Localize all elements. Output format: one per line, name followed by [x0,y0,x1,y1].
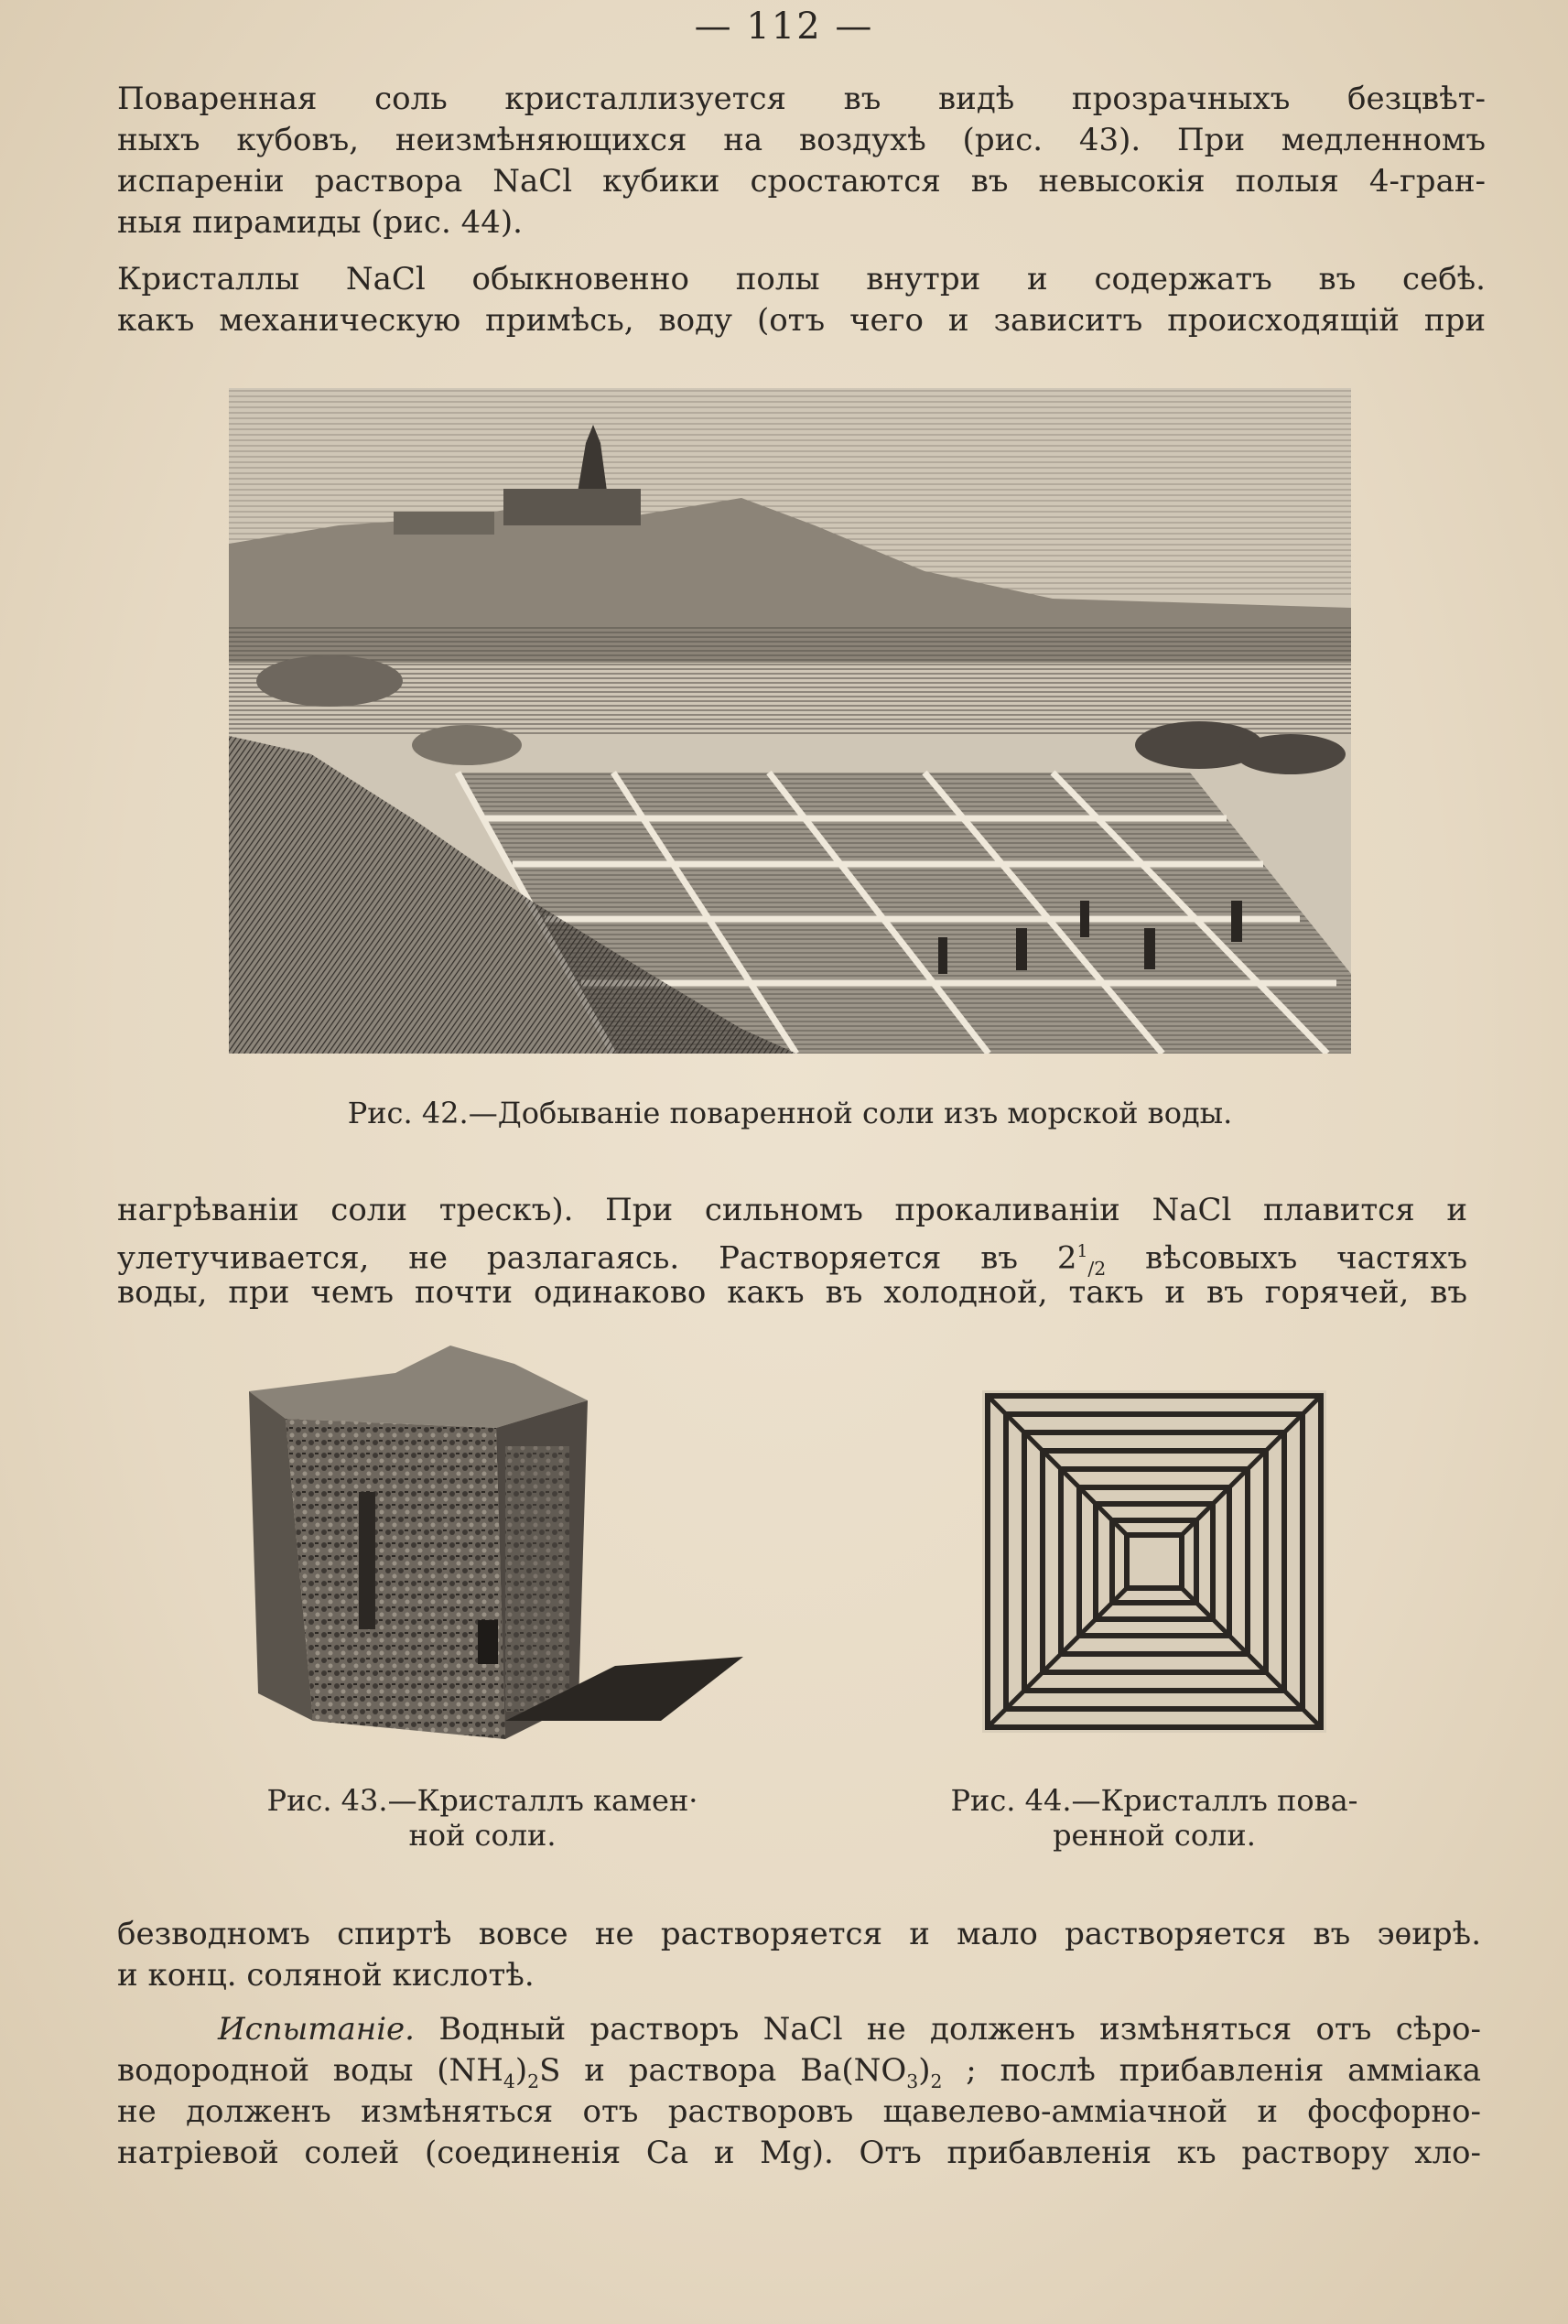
figure-44-table-salt-hopper-crystal [982,1390,1326,1733]
paragraph-5-line-2-part-d: ) [918,2052,931,2089]
paragraph-3-line-3: воды, при чемъ почти одинаково какъ въ холодной, такъ и въ горячей, въ [117,1274,1467,1311]
figure-43-caption [203,1783,762,1853]
paragraph-5-line-2-part-a: водородной воды (NH [117,2052,503,2089]
paragraph-5-line-3: не долженъ измѣняться отъ растворовъ щавелево-амміачной и фосфорно- [117,2093,1481,2130]
figure-44-caption-line-2: ренной соли. [1053,1818,1256,1853]
paragraph-4-line-1: безводномъ спиртѣ вовсе не растворяется и мало растворяется въ эѳирѣ. [117,1916,1481,1952]
paragraph-5-line-2-part-c: S и раствора Ba(NO [539,2052,907,2089]
paragraph-3-line-2-end: вѣсовыхъ частяхъ [1106,1239,1467,1277]
paragraph-1-line-2: ныхъ кубовъ, неизмѣняющихся на воздухѣ (рис. 43). При медленномъ [117,122,1486,158]
paragraph-2-line-2: какъ механическую примѣсь, воду (отъ чего и зависитъ происходящій при [117,302,1486,339]
page-number: — 112 — [694,5,874,48]
paragraph-5-line-4: натріевой солей (соединенія Ca и Mg). Отъ прибавленія къ раствору хло- [117,2135,1481,2171]
paragraph-5-line-1 [117,2009,1481,2050]
paragraph-1-line-4: ныя пирамиды (рис. 44). [117,204,523,241]
paragraph-2-line-1: Кристаллы NaCl обыкновенно полы внутри и содержатъ въ себѣ. [117,261,1486,297]
paragraph-5-line-2-sub-1: 4 [503,2070,515,2092]
paragraph-3-line-2-start: улетучивается, не разлагаясь. Растворяется въ 2 [117,1239,1077,1277]
paragraph-5-line-2-part-e: ; послѣ прибавленія амміака [942,2052,1482,2089]
paragraph-5-line-1-text: Водный растворъ NaCl не долженъ измѣняться отъ сѣро- [415,2011,1481,2048]
paragraph-5-line-2-sub-2: 2 [527,2070,540,2092]
figure-43-caption-line-1: Рис. 43.—Кристаллъ камен· [266,1783,698,1818]
figure-42-salt-pans-engraving [229,388,1351,1054]
figure-42-caption: Рис. 42.—Добываніе поваренной соли изъ морской воды. [347,1096,1233,1130]
paragraph-3-line-1: нагрѣваніи соли трескъ). При сильномъ прокаливаніи NaCl плавится и [117,1192,1467,1228]
paragraph-3-line-2-superscript: 1 [1076,1242,1088,1261]
paragraph-5-line-2-part-b: ) [514,2052,528,2089]
figure-44-caption-line-1: Рис. 44.—Кристаллъ пова- [950,1783,1358,1818]
paragraph-1-line-3: испареніи раствора NaCl кубики сростаются въ невысокія полыя 4-гран- [117,163,1486,200]
figure-44-caption [866,1783,1443,1853]
figure-43-caption-line-2: ной соли. [408,1818,557,1853]
paragraph-1-line-1: Поваренная соль кристаллизуется въ видѣ прозрачныхъ безцвѣт- [117,81,1486,117]
paragraph-4-line-2: и конц. соляной кислотѣ. [117,1957,535,1994]
figure-43-rock-salt-crystal [231,1336,743,1754]
paragraph-3-line-2-subscript: /2 [1087,1258,1107,1281]
paragraph-5-line-2-sub-3: 3 [906,2070,919,2092]
paragraph-5-line-2-sub-4: 2 [930,2070,943,2092]
paragraph-5-heading: Испытаніе. [218,2011,415,2048]
